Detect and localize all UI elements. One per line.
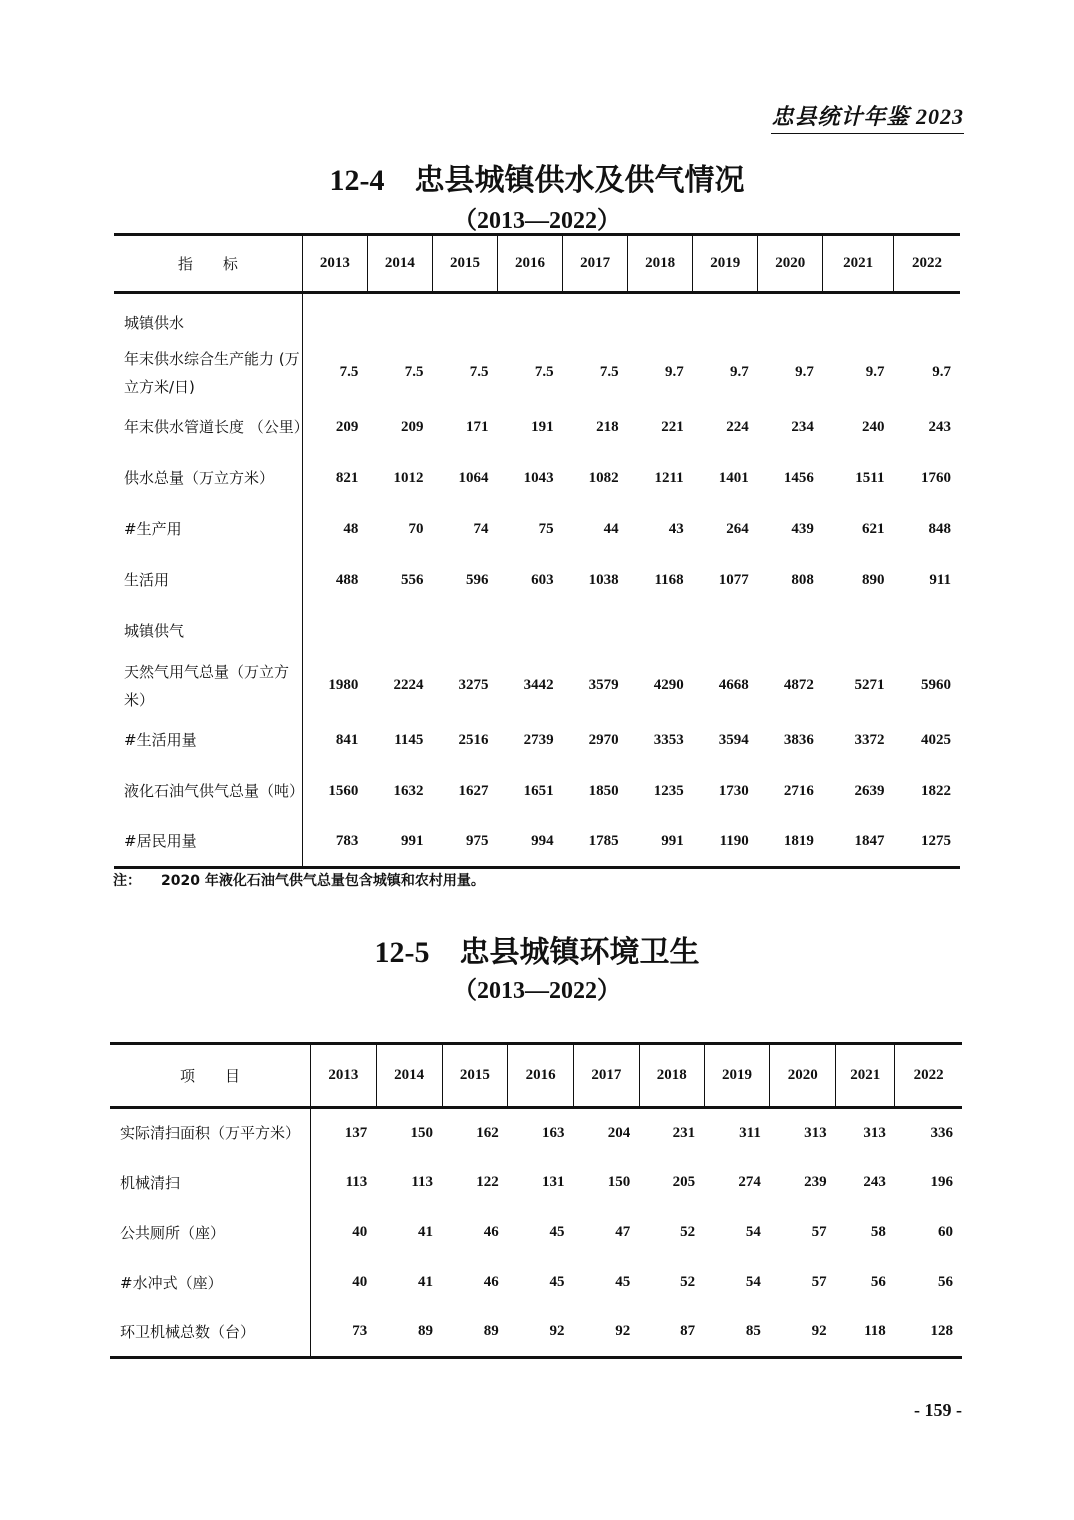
cell-2014: 991	[400, 832, 424, 849]
cell-2022: 5960	[921, 677, 951, 693]
cell-2013: 783	[335, 832, 359, 849]
table-row	[110, 1208, 962, 1258]
cell-2017: 3579	[588, 677, 619, 693]
cell-2018: 43	[668, 520, 684, 537]
cell-2014: 2224	[393, 677, 424, 693]
cell-2022: 1822	[921, 782, 951, 799]
cell-2018: 87	[680, 1323, 696, 1340]
cell-2014: 113	[411, 1174, 434, 1190]
cell-2022: 56	[938, 1274, 953, 1290]
cell-2015: 3275	[458, 677, 489, 693]
cell-2021: 9.7	[865, 364, 885, 380]
cell-2015: 46	[483, 1224, 499, 1240]
cell-2017: 44	[603, 520, 619, 537]
cell-2016: 75	[538, 520, 554, 537]
cell-2021: 240	[861, 418, 885, 435]
cell-2015: 2516	[458, 731, 489, 748]
cell-2022	[893, 293, 960, 344]
table-row	[114, 293, 960, 344]
table-row	[110, 1158, 962, 1208]
cell-2022	[893, 606, 960, 657]
cell-2019: 1190	[719, 832, 749, 849]
table-row	[114, 344, 960, 402]
table-row	[110, 1258, 962, 1308]
cell-2021: 1847	[854, 832, 885, 849]
cell-2015: 122	[476, 1174, 499, 1190]
cell-2021: 3372	[854, 731, 885, 748]
cell-2020	[758, 293, 823, 344]
cell-2017: 150	[607, 1174, 631, 1190]
cell-2021: 243	[863, 1174, 886, 1190]
cell-2014: 209	[400, 418, 424, 435]
cell-2013: 1560	[328, 782, 359, 799]
cell-2017: 92	[615, 1323, 631, 1340]
cell-2019: 3594	[718, 731, 749, 748]
cell-2021: 621	[861, 520, 885, 537]
row-label: 环卫机械总数（台）	[110, 1308, 311, 1358]
cell-2022: 911	[929, 571, 951, 588]
table-row	[114, 766, 960, 817]
cell-2013: 40	[352, 1224, 368, 1240]
cell-2017: 1082	[588, 469, 619, 486]
cell-2017: 45	[615, 1274, 631, 1290]
cell-2022: 848	[928, 520, 951, 537]
row-label: 机械清扫	[110, 1158, 311, 1208]
header-indicator: 指 标	[177, 255, 238, 273]
cell-2022: 1275	[921, 832, 951, 849]
cell-2020: 1819	[783, 832, 814, 849]
cell-2017: 47	[615, 1224, 631, 1240]
cell-2013: 209	[335, 418, 359, 435]
cell-2015: 7.5	[469, 364, 489, 380]
header-year-2016: 2016	[508, 1044, 574, 1108]
cell-2016: 45	[549, 1274, 565, 1290]
cell-2015: 74	[473, 520, 489, 537]
cell-2021: 890	[861, 571, 885, 588]
cell-2014: 70	[408, 520, 424, 537]
cell-2021: 2639	[854, 782, 885, 799]
cell-2014: 7.5	[404, 364, 424, 380]
cell-2019: 1730	[718, 782, 749, 799]
cell-2020: 92	[811, 1323, 827, 1340]
row-label: 天然气用气总量（万立方米）	[114, 657, 302, 715]
cell-2019	[693, 293, 758, 344]
cell-2017: 7.5	[599, 364, 619, 380]
running-header: 忠县统计年鉴 2023	[771, 100, 964, 134]
cell-2018	[628, 606, 693, 657]
row-label: #生产用	[114, 504, 302, 555]
page-number: - 159 -	[914, 1400, 962, 1420]
cell-2019: 1077	[718, 571, 749, 588]
cell-2013: 40	[352, 1274, 368, 1290]
cell-2021: 58	[870, 1224, 886, 1240]
cell-2017	[563, 606, 628, 657]
header-year-2013: 2013	[302, 235, 367, 293]
cell-2016: 603	[531, 571, 554, 588]
table1-title-text: 忠县城镇供水及供气情况	[414, 164, 745, 197]
cell-2015: 596	[466, 571, 489, 588]
cell-2017: 1850	[588, 782, 619, 799]
cell-2022: 196	[930, 1174, 953, 1190]
header-year-2018: 2018	[628, 235, 693, 293]
cell-2016	[498, 606, 563, 657]
table-header-row	[114, 235, 960, 293]
header-year-2016: 2016	[498, 235, 563, 293]
cell-2020: 57	[811, 1274, 827, 1290]
cell-2022: 1760	[921, 469, 951, 486]
cell-2014: 89	[418, 1323, 434, 1340]
row-label: 城镇供气	[114, 606, 302, 657]
cell-2019: 4668	[718, 677, 749, 693]
header-year-2017: 2017	[563, 235, 628, 293]
header-year-2013: 2013	[311, 1044, 377, 1108]
cell-2016: 3442	[523, 677, 554, 693]
cell-2021	[823, 606, 894, 657]
cell-2022: 243	[928, 418, 951, 435]
table1-title	[0, 155, 1074, 199]
table2-title	[0, 927, 1074, 971]
row-label: #生活用量	[114, 715, 302, 766]
cell-2014: 150	[410, 1124, 434, 1141]
cell-2018	[628, 293, 693, 344]
table1-number: 12-4	[329, 164, 385, 197]
row-label: 城镇供水	[114, 293, 302, 344]
table-row	[114, 817, 960, 868]
water-gas-supply-table	[114, 233, 960, 869]
header-year-2022: 2022	[895, 1044, 962, 1108]
cell-2017: 1038	[588, 571, 619, 588]
cell-2019: 311	[739, 1124, 761, 1141]
cell-2018: 52	[680, 1274, 696, 1290]
cell-2016: 92	[549, 1323, 565, 1340]
cell-2013: 137	[344, 1124, 368, 1141]
header-indicator: 项 目	[180, 1067, 241, 1085]
cell-2013: 7.5	[339, 364, 359, 380]
cell-2019: 224	[726, 418, 749, 435]
cell-2020: 313	[804, 1124, 827, 1141]
cell-2015: 975	[466, 832, 489, 849]
cell-2016: 1651	[523, 782, 554, 799]
header-year-2021: 2021	[836, 1044, 895, 1108]
cell-2018: 9.7	[664, 364, 684, 380]
cell-2015: 171	[466, 418, 489, 435]
table2-years-range: （2013—2022）	[453, 978, 621, 1004]
cell-2013: 48	[343, 520, 359, 537]
cell-2019: 85	[745, 1323, 761, 1340]
header-year-2020: 2020	[770, 1044, 836, 1108]
cell-2022: 336	[930, 1124, 953, 1141]
cell-2021	[823, 293, 894, 344]
cell-2020: 9.7	[795, 364, 814, 380]
cell-2018: 991	[661, 832, 684, 849]
cell-2021: 5271	[854, 677, 885, 693]
cell-2013: 73	[352, 1323, 368, 1340]
cell-2020: 2716	[783, 782, 814, 799]
note-label: 注：	[113, 873, 141, 889]
header-year-2014: 2014	[367, 235, 432, 293]
table-row	[114, 715, 960, 766]
cell-2016: 131	[542, 1174, 565, 1190]
cell-2021: 118	[864, 1323, 886, 1340]
cell-2018: 205	[672, 1174, 696, 1190]
cell-2018: 3353	[653, 731, 684, 748]
cell-2014: 41	[418, 1224, 434, 1240]
cell-2015	[432, 293, 497, 344]
table-row	[114, 453, 960, 504]
table-row	[114, 555, 960, 606]
cell-2018: 1168	[654, 571, 684, 588]
cell-2017: 204	[607, 1124, 631, 1141]
cell-2016: 1043	[523, 469, 554, 486]
cell-2016: 2739	[523, 731, 554, 748]
cell-2018: 1235	[653, 782, 684, 799]
cell-2014: 1012	[393, 469, 424, 486]
cell-2015: 1627	[458, 782, 489, 799]
table-row	[114, 606, 960, 657]
cell-2017: 1785	[588, 832, 619, 849]
cell-2013: 841	[335, 731, 359, 748]
table-row	[110, 1108, 962, 1158]
cell-2016	[498, 293, 563, 344]
cell-2020: 439	[791, 520, 814, 537]
cell-2014: 41	[418, 1274, 434, 1290]
cell-2014: 556	[400, 571, 424, 588]
cell-2018: 4290	[653, 677, 684, 693]
cell-2018: 1211	[654, 469, 684, 486]
cell-2020: 57	[811, 1224, 827, 1240]
cell-2019: 274	[738, 1174, 761, 1190]
cell-2016: 163	[542, 1124, 565, 1141]
table1-note	[113, 870, 485, 890]
cell-2019: 264	[726, 520, 749, 537]
cell-2018: 52	[680, 1224, 696, 1240]
cell-2018: 221	[661, 418, 684, 435]
table-header-row	[110, 1044, 962, 1108]
cell-2020	[758, 606, 823, 657]
cell-2018: 231	[672, 1124, 696, 1141]
cell-2020: 3836	[783, 731, 814, 748]
cell-2020: 808	[791, 571, 814, 588]
cell-2020: 239	[804, 1174, 827, 1190]
cell-2021: 313	[863, 1124, 886, 1141]
header-year-2019: 2019	[704, 1044, 770, 1108]
cell-2013: 113	[345, 1174, 368, 1190]
table1-years-range: （2013—2022）	[453, 208, 621, 234]
cell-2021: 1511	[855, 469, 885, 486]
header-year-2017: 2017	[574, 1044, 640, 1108]
row-label: 供水总量（万立方米）	[114, 453, 302, 504]
cell-2014	[367, 293, 432, 344]
cell-2016: 191	[531, 418, 554, 435]
cell-2021: 56	[870, 1274, 886, 1290]
row-label: #水冲式（座）	[110, 1258, 311, 1308]
cell-2015: 162	[476, 1124, 499, 1141]
table2-number: 12-5	[374, 936, 430, 969]
cell-2013	[302, 293, 367, 344]
cell-2017: 218	[596, 418, 619, 435]
cell-2013: 1980	[328, 677, 359, 693]
cell-2016: 45	[549, 1224, 565, 1240]
cell-2022: 128	[930, 1323, 953, 1340]
cell-2014: 1145	[394, 731, 424, 748]
row-label: #居民用量	[114, 817, 302, 868]
table2-title-text: 忠县城镇环境卫生	[459, 936, 700, 969]
header-year-2022: 2022	[893, 235, 960, 293]
table-row	[110, 1308, 962, 1358]
cell-2014: 1632	[393, 782, 424, 799]
row-label: 液化石油气供气总量（吨）	[114, 766, 302, 817]
cell-2015: 89	[483, 1323, 499, 1340]
table-row	[114, 402, 960, 453]
cell-2016: 994	[531, 832, 554, 849]
cell-2019: 54	[745, 1224, 761, 1240]
cell-2013: 821	[335, 469, 359, 486]
cell-2020: 1456	[783, 469, 814, 486]
header-year-2015: 2015	[432, 235, 497, 293]
cell-2013: 488	[335, 571, 359, 588]
table-row	[114, 657, 960, 715]
header-year-2015: 2015	[442, 1044, 508, 1108]
environmental-sanitation-table	[110, 1042, 962, 1359]
cell-2017: 2970	[588, 731, 619, 748]
cell-2019: 54	[745, 1274, 761, 1290]
cell-2019: 1401	[718, 469, 749, 486]
cell-2013	[302, 606, 367, 657]
cell-2020: 4872	[783, 677, 814, 693]
cell-2014	[367, 606, 432, 657]
cell-2022: 4025	[921, 731, 951, 748]
header-year-2018: 2018	[639, 1044, 704, 1108]
row-label: 实际清扫面积（万平方米）	[110, 1108, 311, 1158]
header-year-2014: 2014	[376, 1044, 442, 1108]
header-year-2019: 2019	[693, 235, 758, 293]
cell-2015: 46	[483, 1274, 499, 1290]
table-row	[114, 504, 960, 555]
cell-2017	[563, 293, 628, 344]
cell-2015: 1064	[458, 469, 489, 486]
cell-2016: 7.5	[534, 364, 554, 380]
cell-2019: 9.7	[730, 364, 749, 380]
row-label: 公共厕所（座）	[110, 1208, 311, 1258]
cell-2019	[693, 606, 758, 657]
row-label: 年末供水综合生产能力 (万立方米/日)	[114, 344, 302, 402]
cell-2022: 9.7	[932, 364, 951, 380]
header-year-2021: 2021	[823, 235, 894, 293]
cell-2015	[432, 606, 497, 657]
note-text: 2020 年液化石油气供气总量包含城镇和农村用量。	[161, 873, 485, 889]
row-label: 生活用	[114, 555, 302, 606]
header-year-2020: 2020	[758, 235, 823, 293]
cell-2022: 60	[938, 1224, 953, 1240]
cell-2020: 234	[791, 418, 814, 435]
row-label: 年末供水管道长度 （公里）	[114, 402, 302, 453]
